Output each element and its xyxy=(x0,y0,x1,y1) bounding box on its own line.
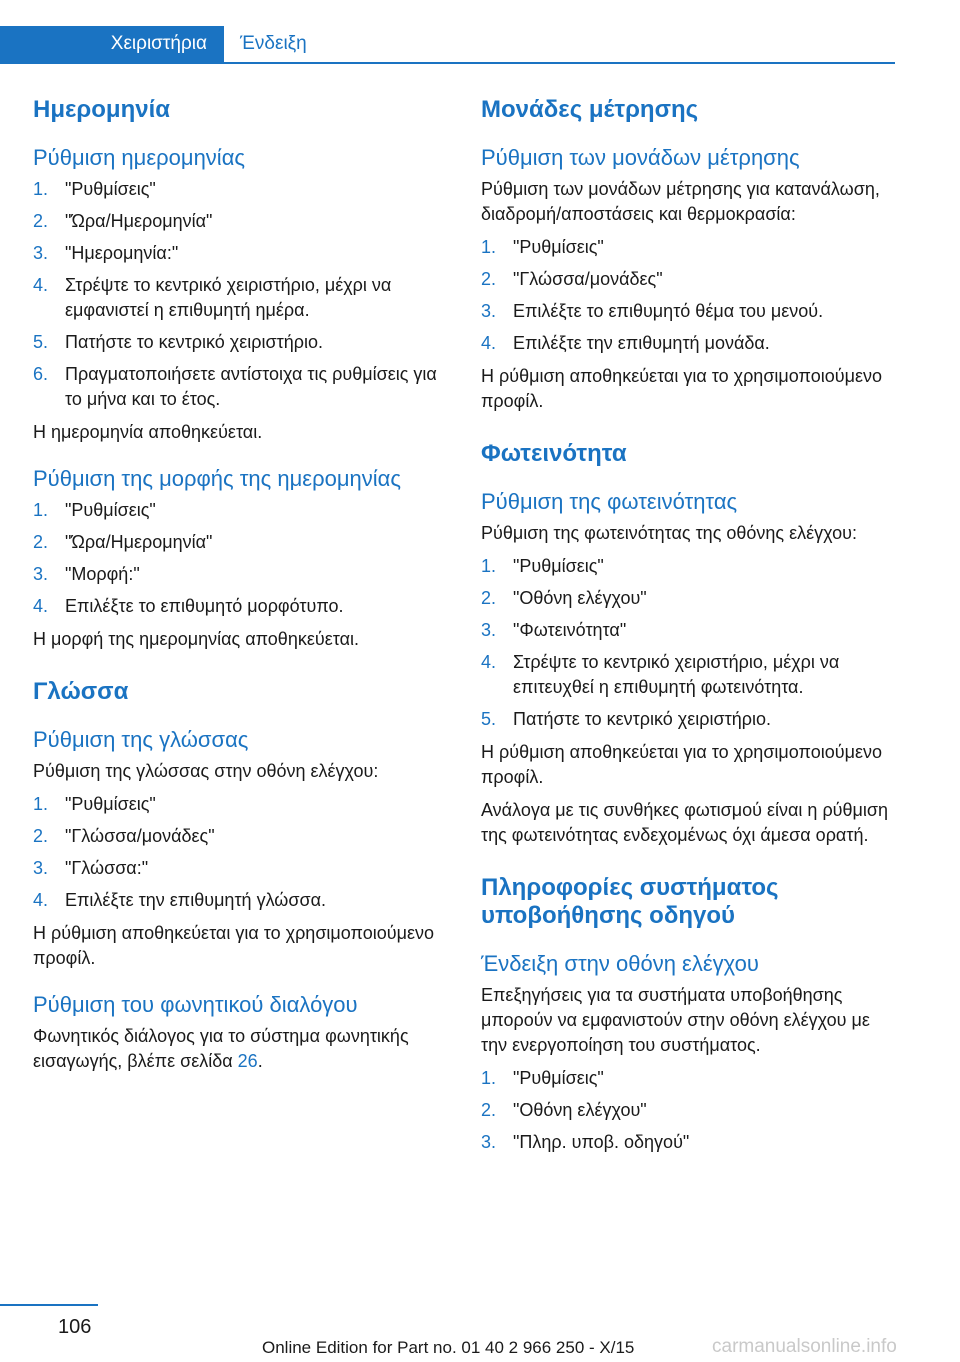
step-number: 5. xyxy=(481,709,497,729)
step-number: 2. xyxy=(481,269,497,289)
step-item xyxy=(481,650,893,700)
step-text: "Ρυθμίσεις" xyxy=(513,237,604,257)
step-number: 6. xyxy=(33,364,49,384)
left-column xyxy=(33,96,445,1082)
step-number: 3. xyxy=(481,1132,497,1152)
step-item xyxy=(33,330,445,355)
language-intro: Ρύθμιση της γλώσσας στην οθόνη ελέγχου: xyxy=(33,761,379,781)
step-number: 3. xyxy=(33,564,49,584)
step-item xyxy=(481,586,893,611)
step-text: Επιλέξτε την επιθυμητή μονάδα. xyxy=(513,333,770,353)
format-steps xyxy=(33,498,445,619)
step-number: 1. xyxy=(33,179,49,199)
step-text: "Γλώσσα:" xyxy=(65,858,149,878)
language-heading: Γλώσσα xyxy=(33,678,129,705)
step-text: Πραγματοποιήσετε αντίστοιχα τις ρυθμίσεις για το μήνα και το έτος. xyxy=(65,364,437,409)
step-item xyxy=(33,530,445,555)
step-text: "Μορφή:" xyxy=(65,564,140,584)
step-text: Επιλέξτε το επιθυμητό θέμα του μενού. xyxy=(513,301,824,321)
step-text: "Ρυθμίσεις" xyxy=(513,556,604,576)
step-number: 1. xyxy=(33,794,49,814)
watermark-text: carmanualsonline.info xyxy=(712,1336,897,1357)
step-item xyxy=(33,856,445,881)
right-column xyxy=(481,96,893,1163)
step-item xyxy=(33,177,445,202)
voice-heading: Ρύθμιση του φωνητικού διαλόγου xyxy=(33,992,358,1017)
step-item xyxy=(33,209,445,234)
brightness-intro: Ρύθμιση της φωτεινότητας της οθόνης ελέγχου: xyxy=(481,523,857,543)
footer-rule xyxy=(0,1304,98,1306)
step-item xyxy=(481,618,893,643)
step-item xyxy=(33,273,445,323)
step-text: "Ώρα/Ημερομηνία" xyxy=(65,211,213,231)
page-number: 106 xyxy=(58,1316,92,1338)
step-item xyxy=(481,1098,893,1123)
units-set-heading: Ρύθμιση των μονάδων μέτρησης xyxy=(481,145,800,170)
brightness-steps xyxy=(481,554,893,732)
brightness-heading: Φωτεινότητα xyxy=(481,440,627,467)
brightness-note: Ανάλογα με τις συνθήκες φωτισμού είναι η ρύθμιση της φωτεινότητας ενδεχομένως όχι άμεσα ορατή. xyxy=(481,800,889,845)
voice-text-after: . xyxy=(257,1051,263,1071)
step-number: 3. xyxy=(481,301,497,321)
step-text: "Ρυθμίσεις" xyxy=(65,179,156,199)
brightness-set-heading: Ρύθμιση της φωτεινότητας xyxy=(481,489,738,514)
step-item xyxy=(481,235,893,260)
step-item xyxy=(481,267,893,292)
format-heading: Ρύθμιση της μορφής της ημερομηνίας xyxy=(33,466,401,491)
step-number: 5. xyxy=(33,332,49,352)
units-steps xyxy=(481,235,893,356)
step-text: "Οθόνη ελέγχου" xyxy=(513,1100,647,1120)
step-text: "Ρυθμίσεις" xyxy=(65,500,156,520)
step-number: 2. xyxy=(481,1100,497,1120)
units-intro: Ρύθμιση των μονάδων μέτρησης για κατανάλωση, διαδρομή/αποστάσεις και θερμοκρασία: xyxy=(481,179,880,224)
assist-steps xyxy=(481,1066,893,1155)
step-number: 4. xyxy=(481,652,497,672)
step-number: 1. xyxy=(481,237,497,257)
step-text: Πατήστε το κεντρικό χειριστήριο. xyxy=(65,332,323,352)
step-number: 2. xyxy=(481,588,497,608)
step-number: 4. xyxy=(481,333,497,353)
step-number: 1. xyxy=(481,1068,497,1088)
step-text: "Ρυθμίσεις" xyxy=(65,794,156,814)
step-text: "Οθόνη ελέγχου" xyxy=(513,588,647,608)
step-text: "Ημερομηνία:" xyxy=(65,243,179,263)
step-item xyxy=(33,562,445,587)
step-number: 3. xyxy=(33,243,49,263)
step-text: Στρέψτε το κεντρικό χειριστήριο, μέχρι να επιτευχθεί η επιθυμητή φωτεινότητα. xyxy=(513,652,840,697)
units-saved-text: Η ρύθμιση αποθηκεύεται για το χρησιμοποιούμενο προφίλ. xyxy=(481,366,882,411)
step-item xyxy=(33,241,445,266)
step-text: "Γλώσσα/μονάδες" xyxy=(65,826,215,846)
step-item xyxy=(481,554,893,579)
tab-controls[interactable]: Χειριστήρια xyxy=(0,26,224,62)
step-item xyxy=(33,594,445,619)
step-text: "Πληρ. υποβ. οδηγού" xyxy=(513,1132,690,1152)
step-item xyxy=(33,362,445,412)
voice-text-before: Φωνητικός διάλογος για το σύστημα φωνητικής εισαγωγής, βλέπε σελίδα xyxy=(33,1026,409,1071)
step-number: 4. xyxy=(33,596,49,616)
brightness-saved-text: Η ρύθμιση αποθηκεύεται για το χρησιμοποιούμενο προφίλ. xyxy=(481,742,882,787)
tab-display[interactable]: Ένδειξη xyxy=(240,33,307,54)
step-text: Πατήστε το κεντρικό χειριστήριο. xyxy=(513,709,771,729)
date-set-steps xyxy=(33,177,445,412)
step-text: "Ώρα/Ημερομηνία" xyxy=(65,532,213,552)
step-number: 2. xyxy=(33,211,49,231)
assist-heading: Πληροφορίες συστήματος υποβοήθησης οδηγού xyxy=(481,874,779,929)
step-text: Επιλέξτε το επιθυμητό μορφότυπο. xyxy=(65,596,344,616)
page-link[interactable]: 26 xyxy=(237,1051,258,1071)
step-text: Στρέψτε το κεντρικό χειριστήριο, μέχρι να εμφανιστεί η επιθυμητή ημέρα. xyxy=(65,275,392,320)
date-heading: Ημερομηνία xyxy=(33,96,171,123)
step-item xyxy=(481,707,893,732)
edition-text: Online Edition for Part no. 01 40 2 966 250 - X/15 xyxy=(262,1338,635,1357)
language-steps xyxy=(33,792,445,913)
language-set-heading: Ρύθμιση της γλώσσας xyxy=(33,727,249,752)
date-set-heading: Ρύθμιση ημερομηνίας xyxy=(33,145,246,170)
voice-text xyxy=(33,1024,445,1074)
assist-set-heading: Ένδειξη στην οθόνη ελέγχου xyxy=(481,951,759,976)
step-item xyxy=(481,1066,893,1091)
step-number: 3. xyxy=(33,858,49,878)
step-number: 1. xyxy=(481,556,497,576)
step-item xyxy=(33,824,445,849)
step-item xyxy=(481,299,893,324)
step-text: "Γλώσσα/μονάδες" xyxy=(513,269,663,289)
date-saved-text: Η ημερομηνία αποθηκεύεται. xyxy=(33,422,263,442)
page-header xyxy=(0,26,895,64)
assist-intro: Επεξηγήσεις για τα συστήματα υποβοήθησης μπορούν να εμφανιστούν στην οθόνη ελέγχου με την ενεργοποίηση του συστήματος. xyxy=(481,985,870,1055)
units-heading: Μονάδες μέτρησης xyxy=(481,96,699,123)
step-number: 3. xyxy=(481,620,497,640)
step-number: 4. xyxy=(33,275,49,295)
step-item xyxy=(481,1130,893,1155)
step-item xyxy=(33,888,445,913)
step-number: 2. xyxy=(33,532,49,552)
step-text: "Ρυθμίσεις" xyxy=(513,1068,604,1088)
step-text: "Φωτεινότητα" xyxy=(513,620,627,640)
step-number: 4. xyxy=(33,890,49,910)
language-saved-text: Η ρύθμιση αποθηκεύεται για το χρησιμοποιούμενο προφίλ. xyxy=(33,923,434,968)
format-saved-text: Η μορφή της ημερομηνίας αποθηκεύεται. xyxy=(33,629,359,649)
step-item xyxy=(33,498,445,523)
step-item xyxy=(33,792,445,817)
step-number: 1. xyxy=(33,500,49,520)
step-number: 2. xyxy=(33,826,49,846)
step-text: Επιλέξτε την επιθυμητή γλώσσα. xyxy=(65,890,326,910)
step-item xyxy=(481,331,893,356)
